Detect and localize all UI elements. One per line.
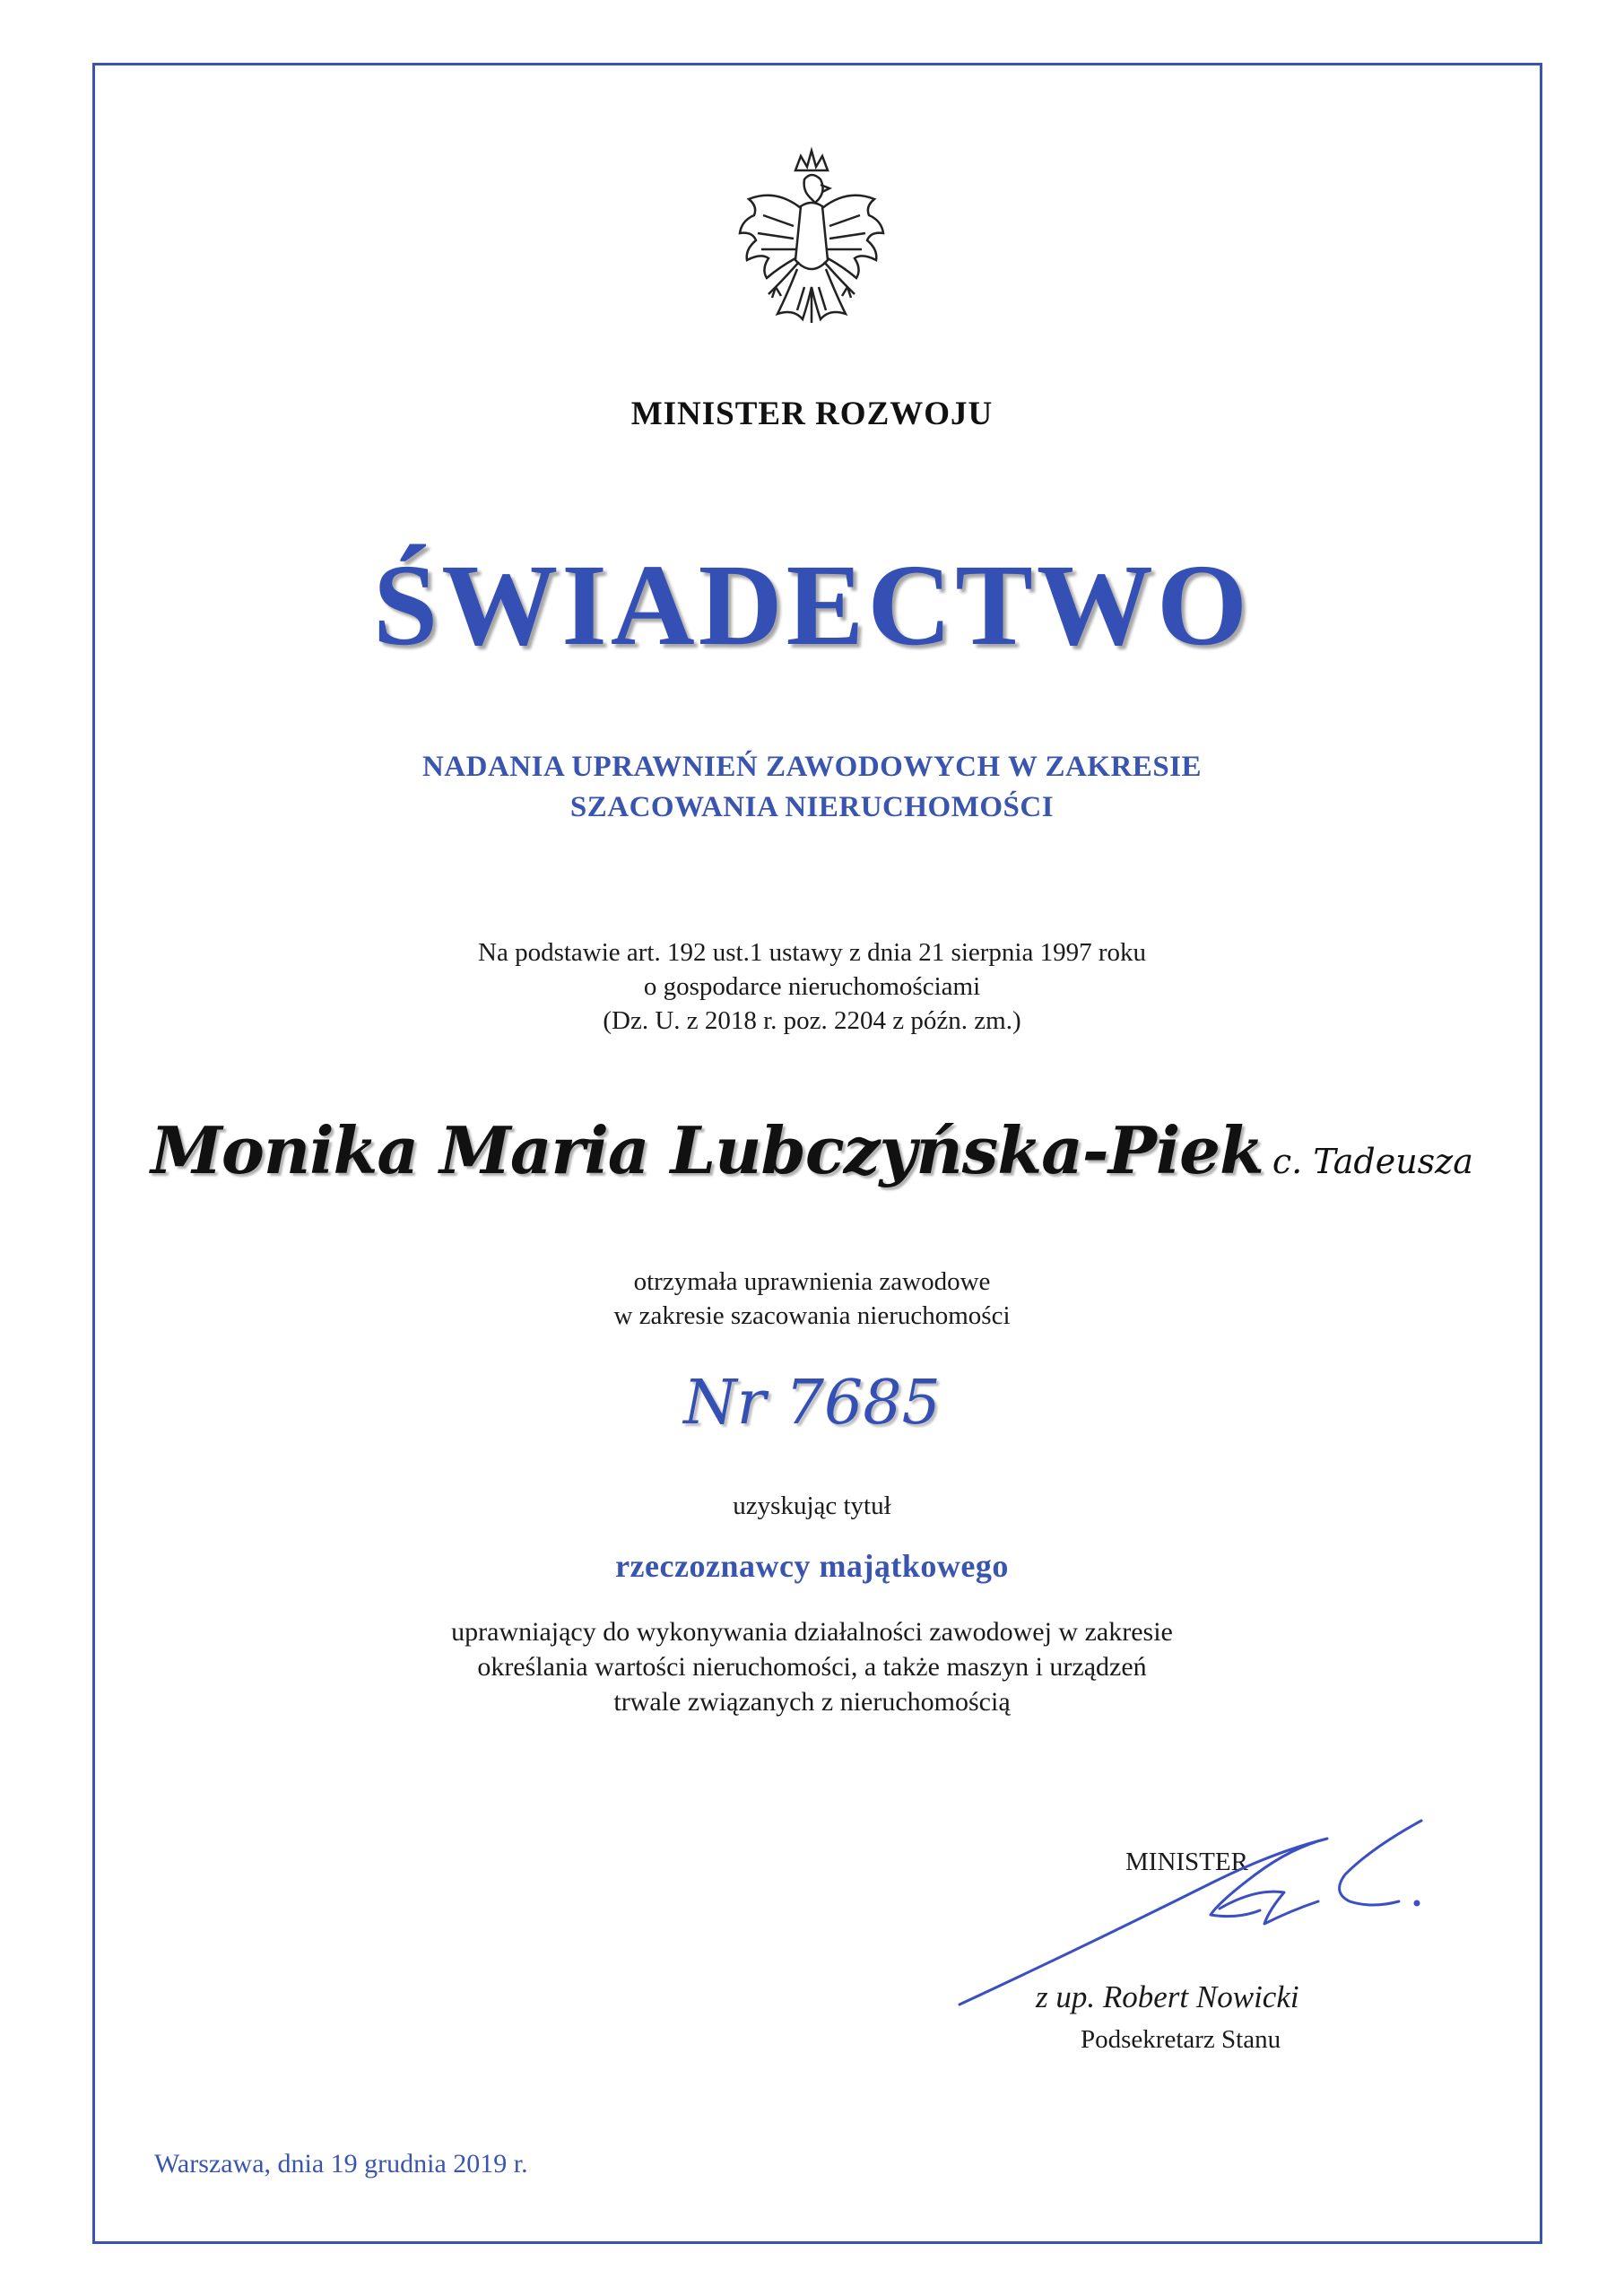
place-and-date: Warszawa, dnia 19 grudnia 2019 r. [154,2149,528,2179]
scope-line: trwale związanych z nieruchomością [613,1687,1011,1717]
profession-title: rzeczoznawcy majątkowego [615,1548,1009,1584]
obtained-line: otrzymała uprawnienia zawodowe [633,1267,991,1296]
signatory-title: MINISTER [1125,1848,1248,1876]
signatory-name: z up. Robert Nowicki [1036,1979,1299,2014]
license-number: Nr 7685 [683,1368,941,1439]
signatory-role: Podsekretarz Stanu [1081,2025,1281,2054]
legal-basis-line: o gospodarce nieruchomościami [643,972,981,1001]
scope-line: uprawniający do wykonywania działalności zawodowej w zakresie [451,1617,1173,1647]
legal-basis [0,935,1624,1038]
issuer-heading: MINISTER ROZWOJU [630,396,994,432]
polish-eagle-emblem-icon [722,144,901,359]
scope-statement [0,1614,1624,1719]
scope-line: określania wartości nieruchomości, a także maszyn i urządzeń [477,1652,1147,1682]
legal-basis-line: (Dz. U. z 2018 r. poz. 2204 z późn. zm.) [603,1006,1021,1035]
handwritten-signature-icon [951,1803,1471,2009]
obtained-statement [0,1265,1624,1333]
obtained-line: w zakresie szacowania nieruchomości [613,1301,1011,1330]
certificate-title: ŚWIADECTWO [372,541,1252,670]
obtaining-title-label: uzyskując tytuł [733,1492,891,1520]
holder-father: c. Tadeusza [1272,1142,1473,1181]
subtitle-line: SZACOWANIA NIERUCHOMOŚCI [569,791,1055,823]
legal-basis-line: Na podstawie art. 192 ust.1 ustawy z dnia 21 sierpnia 1997 roku [478,938,1146,967]
holder-line [0,1112,1624,1188]
certificate-subtitle [0,747,1624,828]
holder-name: Monika Maria Lubczyńska-Piek [151,1112,1264,1188]
subtitle-line: NADANIA UPRAWNIEŃ ZAWODOWYCH W ZAKRESIE [421,751,1203,783]
